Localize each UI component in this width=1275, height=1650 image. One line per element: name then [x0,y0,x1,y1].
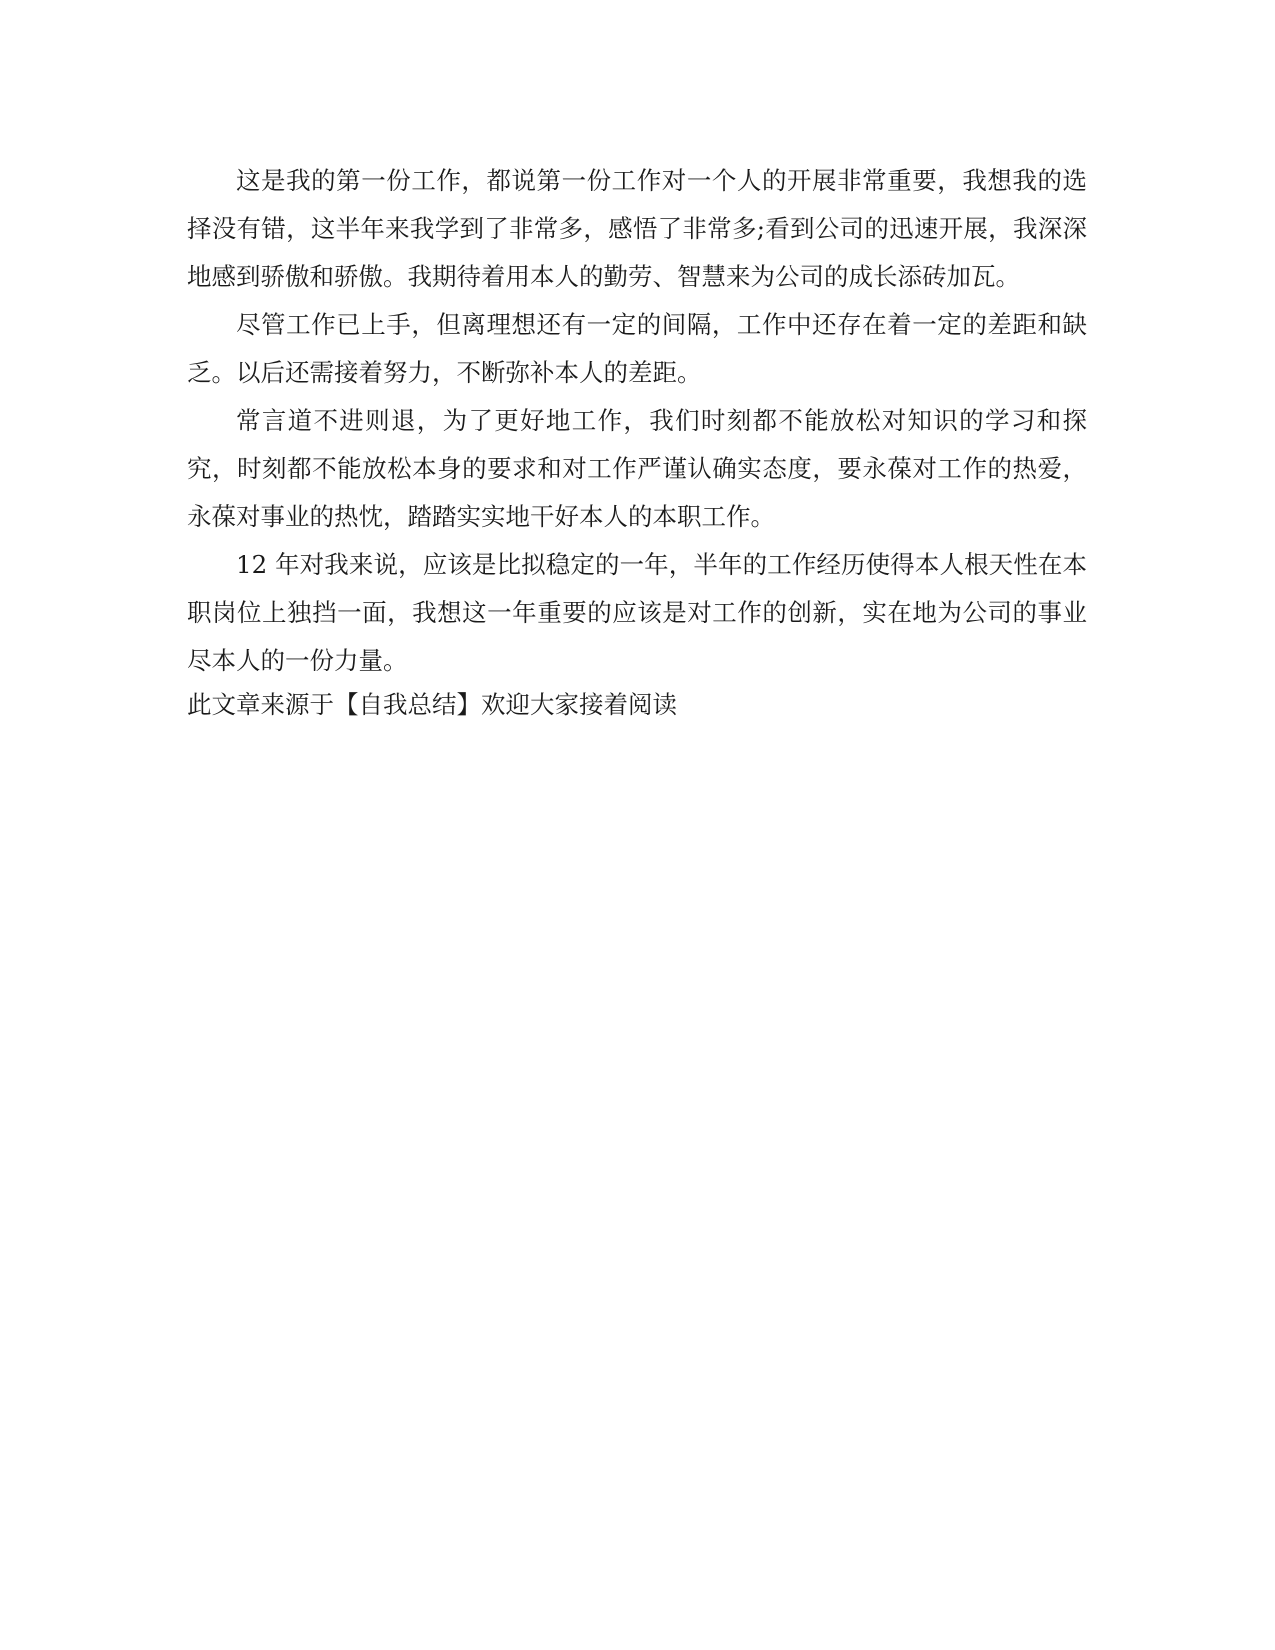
paragraph-learning: 常言道不进则退，为了更好地工作，我们时刻都不能放松对知识的学习和探究，时刻都不能放松本身的要求和对工作严谨认确实态度，要永葆对工作的热爱，永葆对事业的热忱，踏踏实实地干好本人的本职工作。 [187,406,1087,531]
document-body [187,157,1087,725]
source-note: 此文章来源于【自我总结】欢迎大家接着阅读 [187,690,677,719]
paragraph-year-plan: 12 年对我来说，应该是比拟稳定的一年，半年的工作经历使得本人根天性在本职岗位上独挡一面，我想这一年重要的应该是对工作的创新，实在地为公司的事业尽本人的一份力量。 [187,550,1087,675]
paragraph-first-job: 这是我的第一份工作，都说第一份工作对一个人的开展非常重要，我想我的选择没有错，这半年来我学到了非常多，感悟了非常多;看到公司的迅速开展，我深深地感到骄傲和骄傲。我期待着用本人的勤劳、智慧来为公司的成长添砖加瓦。 [187,166,1087,291]
paragraph-gaps: 尽管工作已上手，但离理想还有一定的间隔，工作中还存在着一定的差距和缺乏。以后还需接着努力，不断弥补本人的差距。 [187,310,1087,387]
